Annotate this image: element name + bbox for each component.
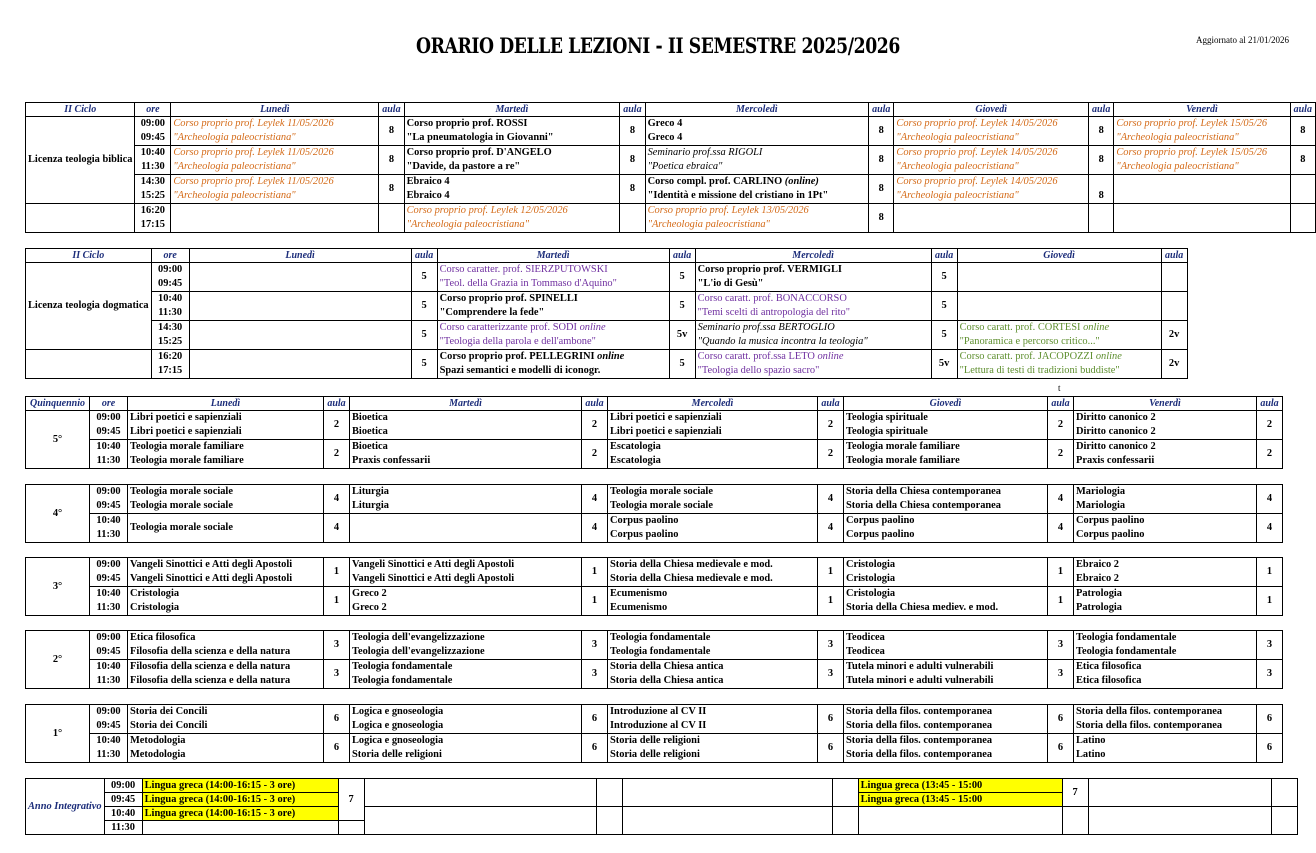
lesson-cell: Diritto canonico 2 Praxis confessarii bbox=[1074, 440, 1257, 469]
update-date: Aggiornato al 21/01/2026 bbox=[1196, 35, 1289, 45]
lesson-cell: Storia delle religioni Storia delle religioni bbox=[608, 734, 818, 763]
room-cell: 8 bbox=[620, 146, 645, 175]
day-header-monday: Lunedì bbox=[128, 397, 324, 411]
lesson-cell: Logica e gnoseologia Logica e gnoseologia bbox=[350, 705, 582, 734]
lesson-cell: Corso proprio prof. Leylek 13/05/2026 "Archeologia paleocristiana" bbox=[645, 204, 869, 233]
room-cell: 1 bbox=[1048, 558, 1074, 587]
lesson-cell: Corso proprio prof. VERMIGLI "L'io di Gesù" bbox=[695, 263, 931, 292]
table-row bbox=[26, 705, 1283, 734]
section-label: Licenza teologia dogmatica bbox=[26, 263, 152, 350]
day-header-friday: Venerdì bbox=[1114, 103, 1290, 117]
lesson-cell: Storia della filos. contemporanea Storia della filos. contemporanea bbox=[1074, 705, 1257, 734]
room-cell: 7 bbox=[1062, 779, 1088, 807]
time-slot: 09:45 bbox=[104, 793, 142, 807]
aula-header: aula bbox=[1089, 103, 1114, 117]
room-cell: 5 bbox=[669, 292, 695, 321]
table-row bbox=[26, 734, 1283, 763]
lesson-cell bbox=[189, 350, 411, 379]
lesson-cell: Escatologia Escatologia bbox=[608, 440, 818, 469]
room-cell: 4 bbox=[1257, 514, 1283, 543]
table-year-q1 bbox=[25, 704, 1283, 763]
lesson-cell bbox=[1114, 204, 1290, 233]
room-cell: 5 bbox=[411, 263, 437, 292]
room-cell: 4 bbox=[1048, 514, 1074, 543]
table-row bbox=[26, 117, 1316, 146]
room-cell: 3 bbox=[1048, 631, 1074, 660]
room-cell bbox=[1062, 807, 1088, 835]
lesson-cell: Corso proprio prof. Leylek 11/05/2026 "Archeologia paleocristiana" bbox=[171, 117, 379, 146]
lesson-cell bbox=[189, 292, 411, 321]
room-cell: 8 bbox=[379, 117, 404, 146]
room-cell: 3 bbox=[1048, 660, 1074, 689]
lesson-cell: Storia della filos. contemporanea Storia della filos. contemporanea bbox=[844, 734, 1048, 763]
lesson-cell: Corso proprio prof. Leylek 15/05/26 "Archeologia paleocristiana" bbox=[1114, 146, 1290, 175]
lesson-cell: Corso proprio prof. ROSSI "La pneumatologia in Giovanni" bbox=[404, 117, 620, 146]
lesson-cell: Corso compl. prof. CARLINO (online) "Identità e missione del cristiano in 1Pt" bbox=[645, 175, 869, 204]
room-cell: 5 bbox=[931, 292, 957, 321]
lesson-cell: Etica filosofica Filosofia della scienza e della natura bbox=[128, 631, 324, 660]
day-header-friday: Venerdì bbox=[1074, 397, 1257, 411]
room-cell: 5 bbox=[669, 263, 695, 292]
lesson-cell: Teologia morale familiare Teologia morale familiare bbox=[128, 440, 324, 469]
room-cell: 2v bbox=[1161, 350, 1187, 379]
year-label: 4° bbox=[26, 485, 90, 543]
aula-header: aula bbox=[324, 397, 350, 411]
room-cell bbox=[1290, 175, 1315, 204]
lesson-cell: Teologia fondamentale Teologia fondamentale bbox=[1074, 631, 1257, 660]
day-header-thursday: Giovedì bbox=[844, 397, 1048, 411]
room-cell: 5v bbox=[669, 321, 695, 350]
room-cell: 8 bbox=[1089, 117, 1114, 146]
day-header-tuesday: Martedì bbox=[437, 249, 669, 263]
lesson-cell bbox=[364, 807, 596, 835]
lesson-cell bbox=[1114, 175, 1290, 204]
room-cell bbox=[596, 807, 622, 835]
time-slot: 16:20 17:15 bbox=[135, 204, 171, 233]
time-slot: 09:00 09:45 bbox=[90, 705, 128, 734]
room-cell bbox=[832, 807, 858, 835]
time-slot: 09:00 09:45 bbox=[90, 485, 128, 514]
aula-header: aula bbox=[931, 249, 957, 263]
time-slot: 09:00 09:45 bbox=[90, 631, 128, 660]
room-cell: 2 bbox=[324, 440, 350, 469]
lesson-cell bbox=[622, 779, 832, 807]
day-header-wednesday: Mercoledì bbox=[695, 249, 931, 263]
lesson-cell: Greco 4 Greco 4 bbox=[645, 117, 869, 146]
lesson-cell bbox=[1088, 779, 1271, 807]
year-label: 2° bbox=[26, 631, 90, 689]
time-slot: 14:30 15:25 bbox=[135, 175, 171, 204]
table-row bbox=[26, 558, 1283, 587]
lesson-cell: Corso proprio prof. SPINELLI "Comprendere la fede" bbox=[437, 292, 669, 321]
lesson-cell: Ebraico 4 Ebraico 4 bbox=[404, 175, 620, 204]
room-cell: 5 bbox=[411, 292, 437, 321]
lesson-cell bbox=[142, 821, 338, 835]
room-cell: 6 bbox=[582, 705, 608, 734]
lesson-cell: Corso proprio prof. D'ANGELO "Davide, da pastore a re" bbox=[404, 146, 620, 175]
lesson-cell bbox=[957, 263, 1161, 292]
room-cell: 4 bbox=[1257, 485, 1283, 514]
room-cell: 4 bbox=[582, 514, 608, 543]
lesson-cell: Corso proprio prof. Leylek 14/05/2026 "Archeologia paleocristiana" bbox=[894, 175, 1089, 204]
lesson-cell: Ecumenismo Ecumenismo bbox=[608, 587, 818, 616]
lesson-cell: Corso proprio prof. Leylek 11/05/2026 "Archeologia paleocristiana" bbox=[171, 146, 379, 175]
lesson-cell: Teologia morale familiare Teologia morale familiare bbox=[844, 440, 1048, 469]
room-cell bbox=[596, 779, 622, 807]
room-cell: 2 bbox=[1257, 411, 1283, 440]
room-cell: 6 bbox=[1048, 705, 1074, 734]
room-cell: 3 bbox=[818, 660, 844, 689]
time-slot: 10:40 bbox=[104, 807, 142, 821]
day-header-thursday: Giovedì bbox=[957, 249, 1161, 263]
room-cell: 3 bbox=[324, 631, 350, 660]
time-slot: 16:20 17:15 bbox=[151, 350, 189, 379]
table-year-q4 bbox=[25, 484, 1283, 543]
room-cell: 2 bbox=[324, 411, 350, 440]
room-cell: 2 bbox=[1257, 440, 1283, 469]
lesson-cell: Corso caratt. prof.ssa LETO online "Teologia dello spazio sacro" bbox=[695, 350, 931, 379]
lesson-cell: Corso proprio prof. Leylek 14/05/2026 "Archeologia paleocristiana" bbox=[894, 117, 1089, 146]
lesson-cell: Corso proprio prof. Leylek 11/05/2026 "Archeologia paleocristiana" bbox=[171, 175, 379, 204]
room-cell: 2 bbox=[582, 411, 608, 440]
room-cell: 2 bbox=[818, 440, 844, 469]
lesson-cell bbox=[189, 321, 411, 350]
day-header-tuesday: Martedì bbox=[404, 103, 620, 117]
lesson-cell bbox=[858, 807, 1062, 835]
lesson-cell: Corso proprio prof. Leylek 15/05/26 "Archeologia paleocristiana" bbox=[1114, 117, 1290, 146]
lesson-cell bbox=[622, 807, 832, 835]
lesson-cell bbox=[350, 514, 582, 543]
page-title: ORARIO DELLE LEZIONI - II SEMESTRE 2025/2026 bbox=[416, 33, 900, 58]
time-slot: 09:00 09:45 bbox=[135, 117, 171, 146]
room-cell: 6 bbox=[1048, 734, 1074, 763]
room-cell: 3 bbox=[1257, 660, 1283, 689]
lesson-cell: Storia della Chiesa medievale e mod. Storia della Chiesa medievale e mod. bbox=[608, 558, 818, 587]
table-licenza-biblica bbox=[25, 102, 1316, 233]
lesson-cell: Latino Latino bbox=[1074, 734, 1257, 763]
room-cell: 7 bbox=[338, 779, 364, 821]
room-cell: 2 bbox=[1048, 411, 1074, 440]
time-slot: 14:30 15:25 bbox=[151, 321, 189, 350]
lesson-cell: Corso caratt. prof. BONACCORSO "Temi scelti di antropologia del rito" bbox=[695, 292, 931, 321]
room-cell bbox=[832, 779, 858, 807]
lesson-cell: Lingua greca (14:00-16:15 - 3 ore) bbox=[142, 793, 338, 807]
room-cell: 6 bbox=[1257, 734, 1283, 763]
table-header bbox=[26, 249, 1188, 263]
room-cell: 8 bbox=[869, 204, 894, 233]
lesson-cell bbox=[957, 292, 1161, 321]
room-cell: 8 bbox=[869, 117, 894, 146]
year-label: 1° bbox=[26, 705, 90, 763]
table-row bbox=[26, 587, 1283, 616]
time-slot: 10:40 11:30 bbox=[135, 146, 171, 175]
corner-label: Quinquennio bbox=[26, 397, 90, 411]
room-cell: 1 bbox=[818, 558, 844, 587]
room-cell: 5 bbox=[931, 321, 957, 350]
table-row bbox=[26, 321, 1188, 350]
lesson-cell: Greco 2 Greco 2 bbox=[350, 587, 582, 616]
lesson-cell: Storia della Chiesa antica Storia della Chiesa antica bbox=[608, 660, 818, 689]
day-header-monday: Lunedì bbox=[189, 249, 411, 263]
room-cell bbox=[1161, 292, 1187, 321]
table-row bbox=[26, 631, 1283, 660]
ore-header: ore bbox=[151, 249, 189, 263]
room-cell bbox=[1161, 263, 1187, 292]
corner-label: II Ciclo bbox=[26, 249, 152, 263]
room-cell: 8 bbox=[379, 146, 404, 175]
room-cell: 3 bbox=[818, 631, 844, 660]
lesson-cell: Libri poetici e sapienziali Libri poetici e sapienziali bbox=[128, 411, 324, 440]
lesson-cell: Corso proprio prof. PELLEGRINI online Spazi semantici e modelli di iconogr. bbox=[437, 350, 669, 379]
lesson-cell: Ebraico 2 Ebraico 2 bbox=[1074, 558, 1257, 587]
lesson-cell: Corso caratterizzante prof. SODI online "Teologia della parola e dell'ambone" bbox=[437, 321, 669, 350]
section-label: Licenza teologia biblica bbox=[26, 117, 135, 204]
lesson-cell: Vangeli Sinottici e Atti degli Apostoli Vangeli Sinottici e Atti degli Apostoli bbox=[128, 558, 324, 587]
table-licenza-dogmatica bbox=[25, 248, 1188, 379]
lesson-cell: Storia dei Concili Storia dei Concili bbox=[128, 705, 324, 734]
room-cell: 1 bbox=[1048, 587, 1074, 616]
table-row bbox=[26, 350, 1188, 379]
room-cell: 1 bbox=[324, 587, 350, 616]
aula-header: aula bbox=[1290, 103, 1315, 117]
ore-header: ore bbox=[135, 103, 171, 117]
room-cell: 8 bbox=[1290, 117, 1315, 146]
lesson-cell: Mariologia Mariologia bbox=[1074, 485, 1257, 514]
time-slot: 09:00 bbox=[104, 779, 142, 793]
room-cell: 1 bbox=[582, 587, 608, 616]
aula-header: aula bbox=[620, 103, 645, 117]
room-cell: 6 bbox=[818, 734, 844, 763]
lesson-cell: Patrologia Patrologia bbox=[1074, 587, 1257, 616]
room-cell: 5 bbox=[669, 350, 695, 379]
day-header-wednesday: Mercoledì bbox=[645, 103, 869, 117]
stray-mark: t bbox=[1058, 383, 1061, 393]
table-year-q5 bbox=[25, 410, 1283, 469]
room-cell bbox=[1271, 779, 1297, 807]
aula-header: aula bbox=[669, 249, 695, 263]
lesson-cell: Lingua greca (13:45 - 15:00 bbox=[858, 779, 1062, 793]
table-row bbox=[26, 411, 1283, 440]
day-header-wednesday: Mercoledì bbox=[608, 397, 818, 411]
aula-header: aula bbox=[1048, 397, 1074, 411]
time-slot: 10:40 11:30 bbox=[151, 292, 189, 321]
room-cell bbox=[620, 204, 645, 233]
table-row bbox=[26, 146, 1316, 175]
ore-header: ore bbox=[90, 397, 128, 411]
corner-label: II Ciclo bbox=[26, 103, 135, 117]
room-cell bbox=[338, 821, 364, 835]
table-row bbox=[26, 204, 1316, 233]
table-row bbox=[26, 440, 1283, 469]
room-cell: 6 bbox=[1257, 705, 1283, 734]
room-cell: 1 bbox=[324, 558, 350, 587]
year-label: 3° bbox=[26, 558, 90, 616]
room-cell: 2 bbox=[818, 411, 844, 440]
lesson-cell: Corso caratt. prof. CORTESI online "Panoramica e percorso critico..." bbox=[957, 321, 1161, 350]
lesson-cell: Storia della filos. contemporanea Storia della filos. contemporanea bbox=[844, 705, 1048, 734]
lesson-cell: Teologia dell'evangelizzazione Teologia dell'evangelizzazione bbox=[350, 631, 582, 660]
lesson-cell: Cristologia Storia della Chiesa mediev. e mod. bbox=[844, 587, 1048, 616]
lesson-cell: Cristologia Cristologia bbox=[844, 558, 1048, 587]
lesson-cell: Liturgia Liturgia bbox=[350, 485, 582, 514]
table-row bbox=[26, 263, 1188, 292]
lesson-cell: Bioetica Praxis confessarii bbox=[350, 440, 582, 469]
lesson-cell: Logica e gnoseologia Storia delle religioni bbox=[350, 734, 582, 763]
room-cell: 4 bbox=[818, 514, 844, 543]
aula-header: aula bbox=[869, 103, 894, 117]
room-cell: 6 bbox=[582, 734, 608, 763]
section-label-empty bbox=[26, 350, 152, 379]
table-anno-integrativo bbox=[25, 778, 1298, 835]
table-row bbox=[26, 514, 1283, 543]
time-slot: 10:40 11:30 bbox=[90, 587, 128, 616]
room-cell: 8 bbox=[379, 175, 404, 204]
section-label: Anno Integrativo bbox=[26, 779, 105, 835]
table-row bbox=[26, 292, 1188, 321]
lesson-cell bbox=[1088, 807, 1271, 835]
aula-header: aula bbox=[1161, 249, 1187, 263]
room-cell: 6 bbox=[324, 705, 350, 734]
room-cell bbox=[1089, 204, 1114, 233]
year-label: 5° bbox=[26, 411, 90, 469]
lesson-cell: Teologia morale sociale Teologia morale sociale bbox=[608, 485, 818, 514]
room-cell: 5 bbox=[411, 350, 437, 379]
lesson-cell: Lingua greca (14:00-16:15 - 3 ore) bbox=[142, 807, 338, 821]
room-cell: 6 bbox=[324, 734, 350, 763]
lesson-cell: Filosofia della scienza e della natura Filosofia della scienza e della natura bbox=[128, 660, 324, 689]
lesson-cell: Teologia morale sociale bbox=[128, 514, 324, 543]
aula-header: aula bbox=[379, 103, 404, 117]
lesson-cell: Lingua greca (14:00-16:15 - 3 ore) bbox=[142, 779, 338, 793]
time-slot: 10:40 11:30 bbox=[90, 734, 128, 763]
room-cell: 1 bbox=[1257, 558, 1283, 587]
room-cell bbox=[379, 204, 404, 233]
lesson-cell: Teologia fondamentale Teologia fondamentale bbox=[608, 631, 818, 660]
lesson-cell: Libri poetici e sapienziali Libri poetici e sapienziali bbox=[608, 411, 818, 440]
room-cell: 1 bbox=[1257, 587, 1283, 616]
lesson-cell: Corso proprio prof. Leylek 14/05/2026 "Archeologia paleocristiana" bbox=[894, 146, 1089, 175]
lesson-cell bbox=[894, 204, 1089, 233]
table-row bbox=[26, 779, 1298, 793]
lesson-cell: Teologia fondamentale Teologia fondamentale bbox=[350, 660, 582, 689]
time-slot: 09:00 09:45 bbox=[90, 558, 128, 587]
lesson-cell: Corpus paolino Corpus paolino bbox=[844, 514, 1048, 543]
lesson-cell: Lingua greca (13:45 - 15:00 bbox=[858, 793, 1062, 807]
room-cell: 4 bbox=[818, 485, 844, 514]
lesson-cell: Introduzione al CV II Introduzione al CV II bbox=[608, 705, 818, 734]
lesson-cell: Cristologia Cristologia bbox=[128, 587, 324, 616]
lesson-cell: Storia della Chiesa contemporanea Storia della Chiesa contemporanea bbox=[844, 485, 1048, 514]
time-slot: 11:30 bbox=[104, 821, 142, 835]
day-header-tuesday: Martedì bbox=[350, 397, 582, 411]
room-cell: 8 bbox=[1290, 146, 1315, 175]
lesson-cell: Teodicea Teodicea bbox=[844, 631, 1048, 660]
room-cell: 1 bbox=[818, 587, 844, 616]
room-cell: 8 bbox=[869, 175, 894, 204]
lesson-cell: Bioetica Bioetica bbox=[350, 411, 582, 440]
time-slot: 10:40 11:30 bbox=[90, 514, 128, 543]
room-cell: 3 bbox=[1257, 631, 1283, 660]
lesson-cell: Corpus paolino Corpus paolino bbox=[1074, 514, 1257, 543]
aula-header: aula bbox=[582, 397, 608, 411]
lesson-cell: Corso caratter. prof. SIERZPUTOWSKI "Teol. della Grazia in Tommaso d'Aquino" bbox=[437, 263, 669, 292]
lesson-cell: Corso proprio prof. Leylek 12/05/2026 "Archeologia paleocristiana" bbox=[404, 204, 620, 233]
room-cell: 2 bbox=[1048, 440, 1074, 469]
table-year-q2 bbox=[25, 630, 1283, 689]
room-cell: 1 bbox=[582, 558, 608, 587]
table-year-q3 bbox=[25, 557, 1283, 616]
lesson-cell: Etica filosofica Etica filosofica bbox=[1074, 660, 1257, 689]
aula-header: aula bbox=[1257, 397, 1283, 411]
table-row bbox=[26, 175, 1316, 204]
lesson-cell: Diritto canonico 2 Diritto canonico 2 bbox=[1074, 411, 1257, 440]
room-cell: 8 bbox=[869, 146, 894, 175]
room-cell: 4 bbox=[324, 514, 350, 543]
room-cell bbox=[1271, 807, 1297, 835]
lesson-cell: Corpus paolino Corpus paolino bbox=[608, 514, 818, 543]
lesson-cell bbox=[364, 779, 596, 807]
room-cell: 4 bbox=[582, 485, 608, 514]
time-slot: 09:00 09:45 bbox=[151, 263, 189, 292]
room-cell: 5 bbox=[931, 263, 957, 292]
room-cell: 5 bbox=[411, 321, 437, 350]
room-cell: 2v bbox=[1161, 321, 1187, 350]
room-cell: 3 bbox=[324, 660, 350, 689]
lesson-cell: Metodologia Metodologia bbox=[128, 734, 324, 763]
room-cell: 4 bbox=[1048, 485, 1074, 514]
room-cell bbox=[1290, 204, 1315, 233]
lesson-cell: Teologia spirituale Teologia spirituale bbox=[844, 411, 1048, 440]
section-label-empty bbox=[26, 204, 135, 233]
room-cell: 4 bbox=[324, 485, 350, 514]
table-header bbox=[26, 397, 1283, 411]
room-cell: 3 bbox=[582, 660, 608, 689]
day-header-thursday: Giovedì bbox=[894, 103, 1089, 117]
lesson-cell: Seminario prof.ssa BERTOGLIO "Quando la musica incontra la teologia" bbox=[695, 321, 931, 350]
room-cell: 8 bbox=[1089, 146, 1114, 175]
room-cell: 6 bbox=[818, 705, 844, 734]
room-cell: 5v bbox=[931, 350, 957, 379]
room-cell: 8 bbox=[620, 175, 645, 204]
table-row bbox=[26, 485, 1283, 514]
aula-header: aula bbox=[818, 397, 844, 411]
lesson-cell: Seminario prof.ssa RIGOLI "Poetica ebraica" bbox=[645, 146, 869, 175]
lesson-cell: Tutela minori e adulti vulnerabili Tutela minori e adulti vulnerabili bbox=[844, 660, 1048, 689]
time-slot: 10:40 11:30 bbox=[90, 660, 128, 689]
lesson-cell: Vangeli Sinottici e Atti degli Apostoli Vangeli Sinottici e Atti degli Apostoli bbox=[350, 558, 582, 587]
table-row bbox=[26, 807, 1298, 821]
room-cell: 8 bbox=[1089, 175, 1114, 204]
time-slot: 10:40 11:30 bbox=[90, 440, 128, 469]
lesson-cell bbox=[189, 263, 411, 292]
room-cell: 3 bbox=[582, 631, 608, 660]
day-header-monday: Lunedì bbox=[171, 103, 379, 117]
aula-header: aula bbox=[411, 249, 437, 263]
lesson-cell bbox=[171, 204, 379, 233]
room-cell: 2 bbox=[582, 440, 608, 469]
lesson-cell: Teologia morale sociale Teologia morale sociale bbox=[128, 485, 324, 514]
table-row bbox=[26, 660, 1283, 689]
time-slot: 09:00 09:45 bbox=[90, 411, 128, 440]
room-cell: 8 bbox=[620, 117, 645, 146]
table-header bbox=[26, 103, 1316, 117]
table-quinquennio bbox=[25, 396, 1283, 411]
lesson-cell: Corso caratt. prof. JACOPOZZI online "Lettura di testi di tradizioni buddiste" bbox=[957, 350, 1161, 379]
